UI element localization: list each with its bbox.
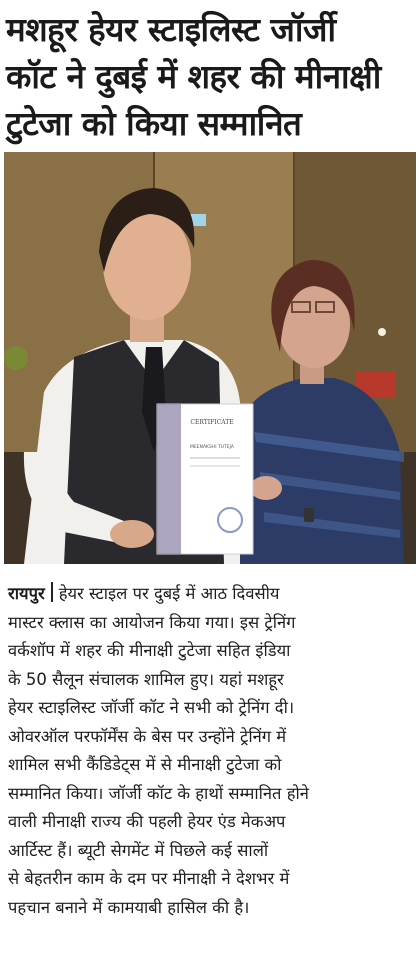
article-line: पहचान बनाने में कामयाबी हासिल की है। [8,897,250,917]
article-line: ओवरऑल परफॉर्मेंस के बेस पर उन्होंने ट्रेनिंग में [8,726,287,746]
headline-line: कॉट ने दुबई में शहर की मीनाक्षी [6,57,381,96]
article-body [8,580,412,922]
headline [6,6,414,147]
article-line: आर्टिस्ट हैं। ब्यूटी सेगमेंट में पिछले कई सालों [8,840,269,860]
article-line: मास्टर क्लास का आयोजन किया गया। इस ट्रेनिंग [8,612,296,632]
headline-line: मशहूर हेयर स्टाइलिस्ट जॉर्जी [6,10,336,49]
article-line: से बेहतरीन काम के दम पर मीनाक्षी ने देशभर में [8,869,290,888]
certificate-title: CERTIFICATE [190,419,234,426]
article-line: हेयर स्टाइलिस्ट जॉर्जी कॉट ने सभी को ट्रेनिंग दी। [8,698,295,717]
article-line: शामिल सभी कैंडिडेट्स में से मीनाक्षी टुटेजा को [8,755,282,774]
dateline: रायपुर [8,584,45,603]
article-line: के 50 सैलून संचालक शामिल हुए। यहां मशहूर [8,669,284,689]
certificate-name: MEENAKSHI TUTEJA [190,445,234,450]
photo-illustration [4,152,416,564]
news-photo [4,152,416,564]
article-first-line: हेयर स्टाइल पर दुबई में आठ दिवसीय [58,584,280,603]
headline-line: टुटेजा को किया सम्मानित [6,104,302,143]
article-line: वाली मीनाक्षी राज्य की पहली हेयर एंड मेकअप [8,812,286,831]
article-line: सम्मानित किया। जॉर्जी कॉट के हाथों सम्मानित होने [8,783,309,803]
article-line: वर्कशॉप में शहर की मीनाक्षी टुटेजा सहित इंडिया [8,641,291,660]
article-line [8,580,412,609]
dateline-divider [51,582,53,602]
